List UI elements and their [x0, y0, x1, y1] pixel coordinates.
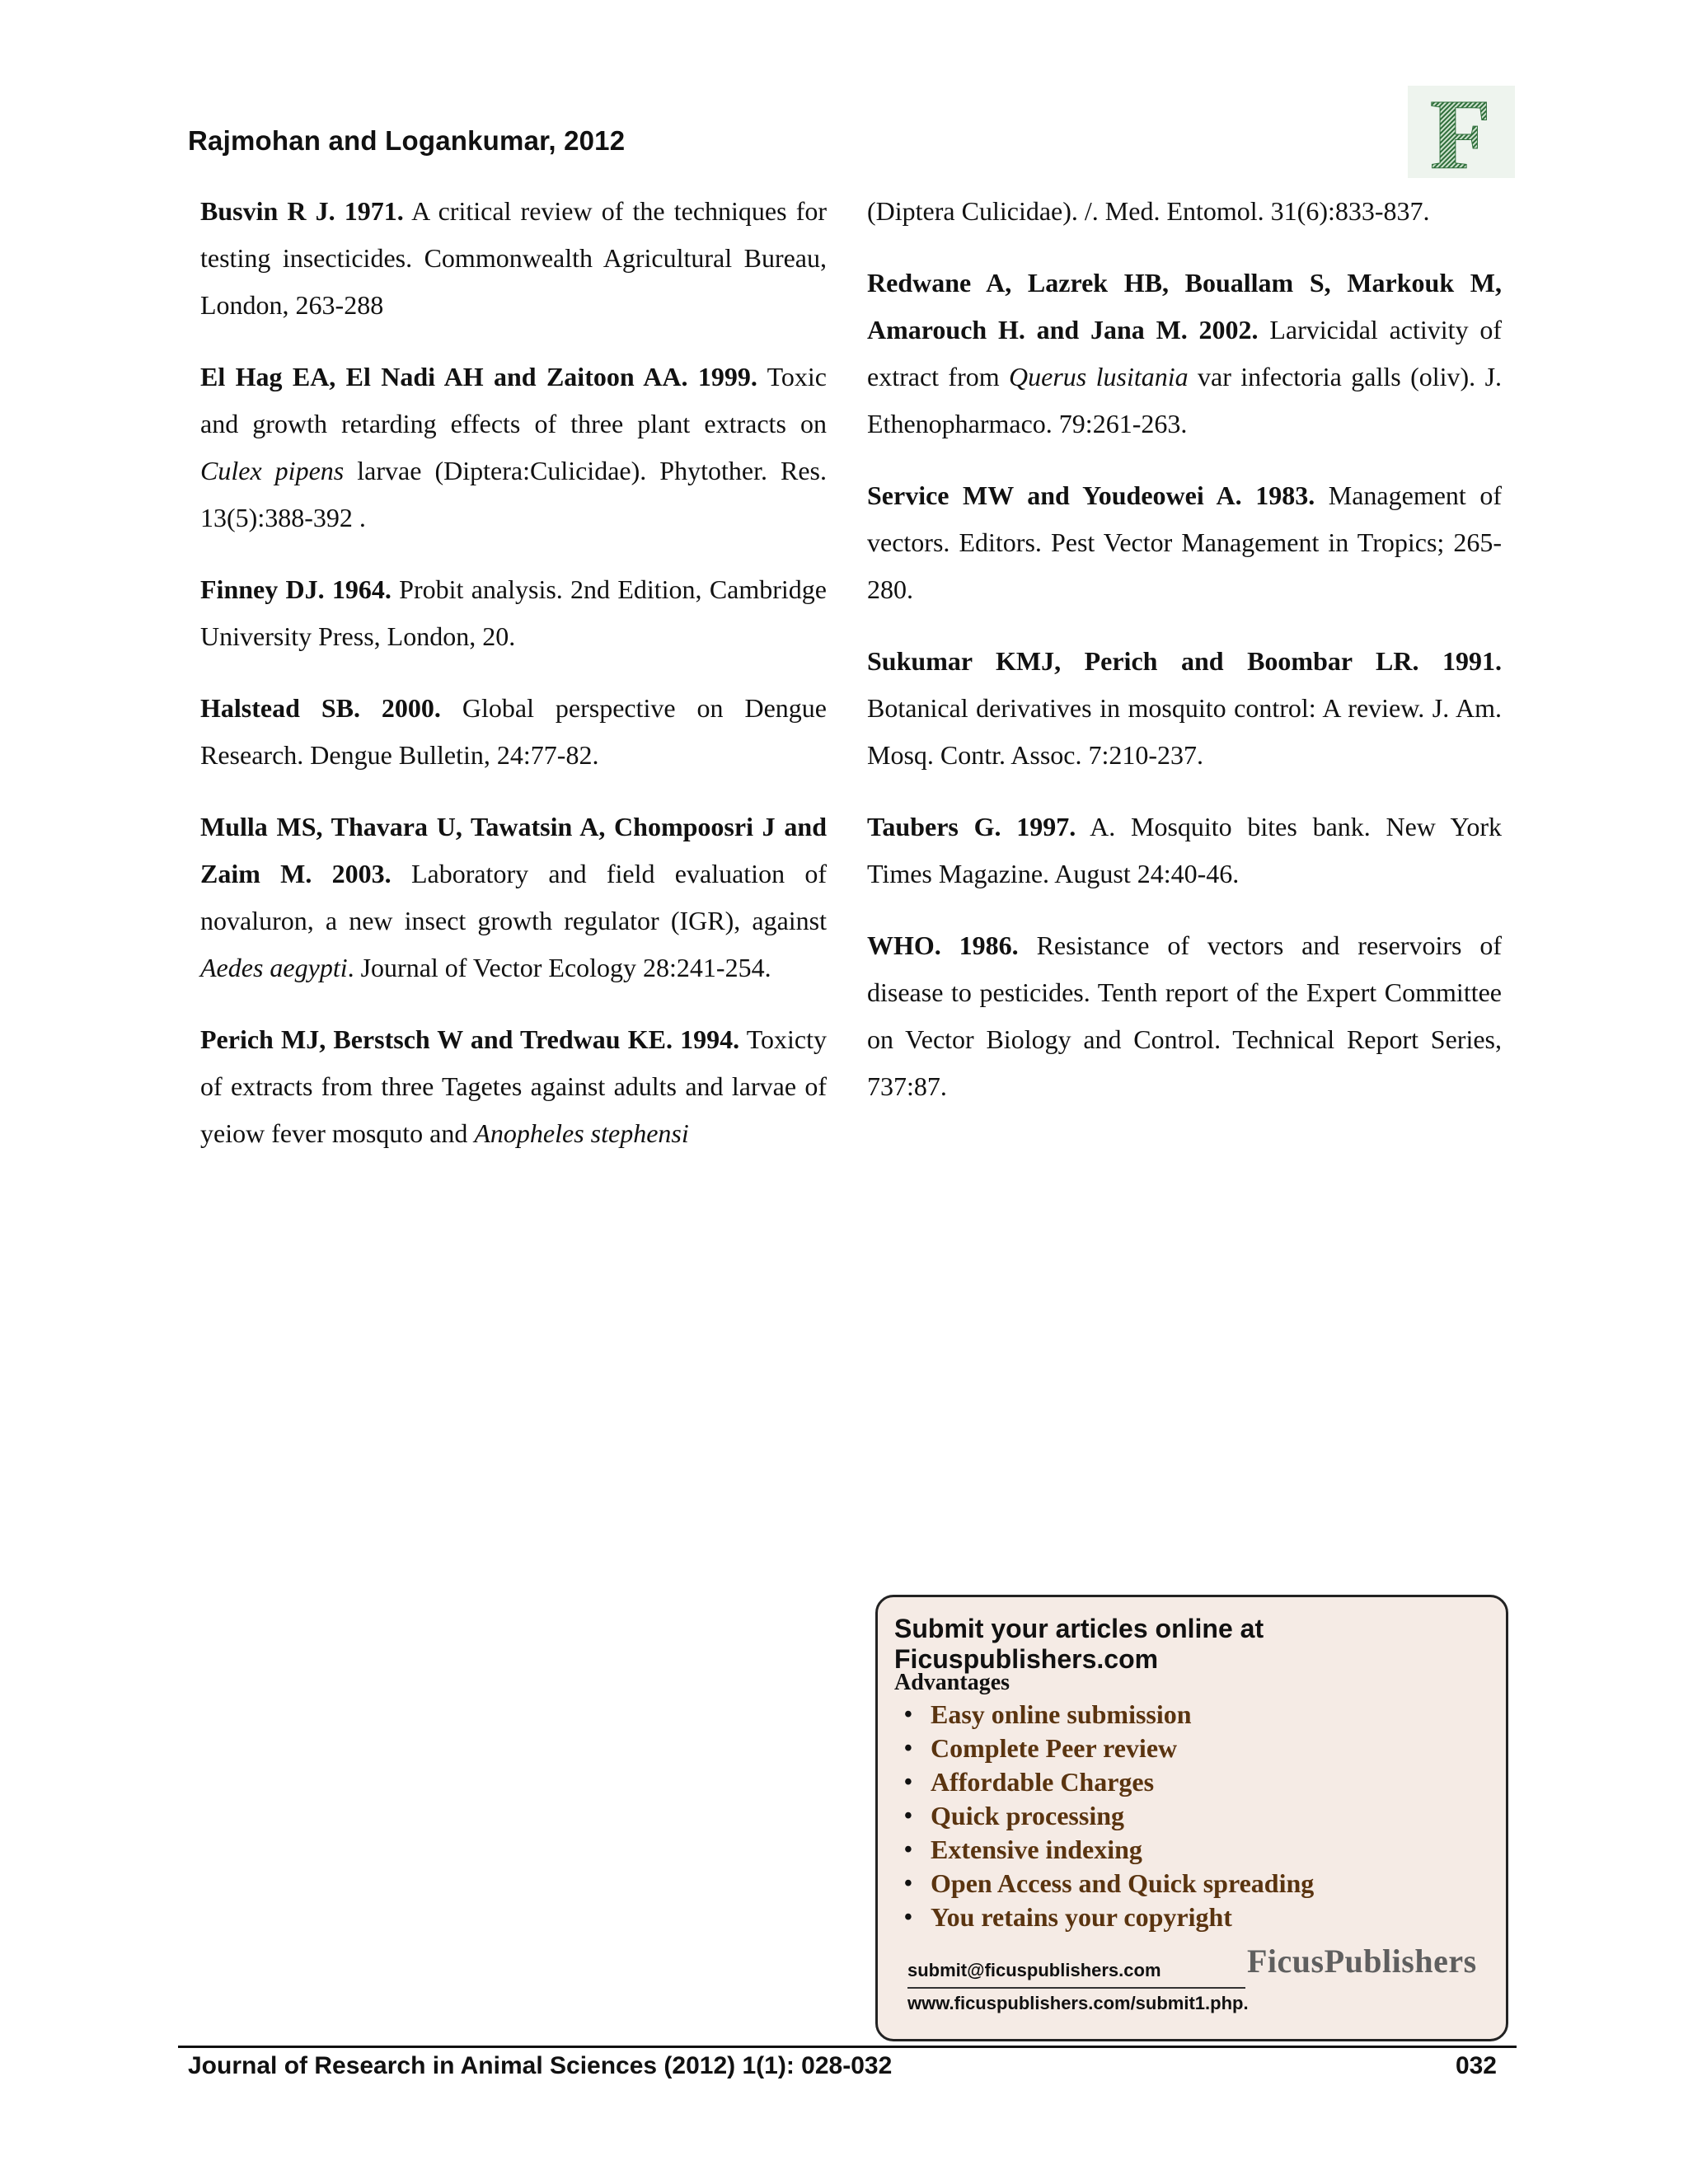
species-name: Aedes aegypti — [200, 953, 348, 982]
reference-text: Resistance of vectors and reservoirs of disease to pesticides. Tenth report of the Expert Committee on Vector Biology and Control. Technical Report Series, 737:87. — [867, 930, 1503, 1101]
bullet-icon: • — [904, 1837, 912, 1863]
reference-text: var infectoria galls (oliv). J. Ethenopharmaco. 79:261-263. — [867, 362, 1503, 438]
footer-divider — [178, 2046, 1517, 2048]
list-item — [894, 1900, 1314, 1934]
list-item-label: Open Access and Quick spreading — [931, 1868, 1315, 1898]
references-column-left — [200, 188, 827, 1182]
reference-entry — [200, 804, 827, 991]
reference-authors: Service MW and Youdeowei A. 1983. — [867, 480, 1315, 510]
page-number: 032 — [1455, 2052, 1497, 2079]
reference-entry — [867, 804, 1502, 898]
species-name: Querus lusitania — [1009, 362, 1189, 391]
footer-journal-citation: Journal of Research in Animal Sciences (2012) 1(1): 028-032 — [188, 2052, 893, 2079]
bullet-icon: • — [904, 1702, 912, 1727]
list-item — [894, 1833, 1314, 1867]
reference-entry — [200, 188, 827, 329]
reference-text: Larvicidal activity of extract from — [867, 315, 1503, 391]
reference-text: Probit analysis. 2nd Edition, Cambridge University Press, London, 20. — [200, 574, 828, 651]
list-item — [894, 1698, 1314, 1732]
reference-text: A. Mosquito bites bank. New York Times Magazine. August 24:40-46. — [867, 812, 1503, 888]
bullet-icon: • — [904, 1803, 912, 1829]
bullet-icon: • — [904, 1871, 912, 1896]
list-item-label: Quick processing — [931, 1801, 1124, 1830]
reference-text: A critical review of the techniques for testing insecticides. Commonwealth Agricultural Bureau, London, 263-288 — [200, 196, 828, 320]
reference-entry — [867, 472, 1502, 613]
species-name: Culex pipens — [200, 456, 345, 485]
list-item-label: You retains your copyright — [931, 1902, 1232, 1932]
list-item-label: Complete Peer review — [931, 1733, 1178, 1763]
reference-authors: Perich MJ, Berstsch W and Tredwau KE. 1994. — [200, 1024, 740, 1054]
reference-entry — [200, 566, 827, 660]
reference-authors: Halstead SB. 2000. — [200, 693, 441, 723]
reference-entry — [867, 922, 1502, 1110]
journal-logo-icon — [1408, 86, 1515, 178]
logo-letter: F — [1429, 86, 1492, 178]
reference-authors: Sukumar KMJ, Perich and Boombar LR. 1991. — [867, 646, 1502, 676]
submission-url-link[interactable]: www.ficuspublishers.com/submit1.php. — [907, 1993, 1249, 2013]
list-item — [894, 1765, 1314, 1799]
divider — [907, 1987, 1245, 1989]
list-item-label: Affordable Charges — [931, 1767, 1155, 1797]
reference-text: . Journal of Vector Ecology 28:241-254. — [347, 953, 771, 982]
running-header-authors: Rajmohan and Logankumar, 2012 — [188, 125, 626, 156]
bullet-icon: • — [904, 1769, 912, 1795]
list-item — [894, 1867, 1314, 1900]
reference-authors: Finney DJ. 1964. — [200, 574, 392, 604]
promo-advantages-list — [894, 1698, 1314, 1934]
reference-authors: El Hag EA, El Nadi AH and Zaitoon AA. 1999. — [200, 362, 757, 391]
reference-text: Botanical derivatives in mosquito control: A review. J. Am. Mosq. Contr. Assoc. 7:210-237. — [867, 693, 1502, 770]
reference-text: larvae (Diptera:Culicidae). Phytother. Res. 13(5):388-392 . — [200, 456, 828, 532]
bullet-icon: • — [904, 1905, 912, 1930]
list-item-label: Extensive indexing — [931, 1835, 1142, 1864]
reference-text: Toxic and growth retarding effects of three plant extracts on — [200, 362, 827, 438]
reference-entry — [867, 260, 1502, 448]
reference-authors: Mulla MS, Thavara U, Tawatsin A, Chompoosri J and Zaim M. 2003. — [200, 812, 827, 888]
reference-entry — [200, 685, 827, 779]
reference-text: Management of vectors. Editors. Pest Vector Management in Tropics; 265-280. — [867, 480, 1503, 604]
bullet-icon: • — [904, 1736, 912, 1761]
references-column-right — [867, 188, 1502, 1135]
reference-authors: Busvin R J. 1971. — [200, 196, 404, 226]
species-name: Anopheles stephensi — [474, 1118, 689, 1148]
reference-text: Toxicty of extracts from three Tagetes against adults and larvae of yeiow fever mosquto and — [200, 1024, 828, 1148]
reference-entry — [867, 638, 1502, 779]
reference-text: (Diptera Culicidae). /. Med. Entomol. 31(6):833-837. — [867, 196, 1430, 226]
reference-text: Global perspective on Dengue Research. Dengue Bulletin, 24:77-82. — [200, 693, 828, 770]
reference-entry — [200, 1016, 827, 1157]
list-item-label: Easy online submission — [931, 1699, 1192, 1729]
reference-entry — [200, 354, 827, 541]
promo-title: Submit your articles online at Ficuspublishers.com — [894, 1614, 1264, 1674]
list-item — [894, 1799, 1314, 1833]
promo-advantages-label: Advantages — [894, 1670, 1010, 1695]
submission-email-link[interactable]: submit@ficuspublishers.com — [907, 1960, 1161, 1980]
publisher-brand-logo: FicusPublishers — [1247, 1943, 1477, 1980]
reference-text: Laboratory and field evaluation of novaluron, a new insect growth regulator (IGR), against — [200, 859, 827, 935]
reference-authors: Taubers G. 1997. — [867, 812, 1076, 841]
list-item — [894, 1732, 1314, 1765]
reference-authors: WHO. 1986. — [867, 930, 1019, 960]
reference-authors: Redwane A, Lazrek HB, Bouallam S, Markouk M, Amarouch H. and Jana M. 2002. — [867, 268, 1502, 344]
publisher-promo-box — [875, 1595, 1508, 2041]
reference-continuation — [867, 188, 1502, 235]
